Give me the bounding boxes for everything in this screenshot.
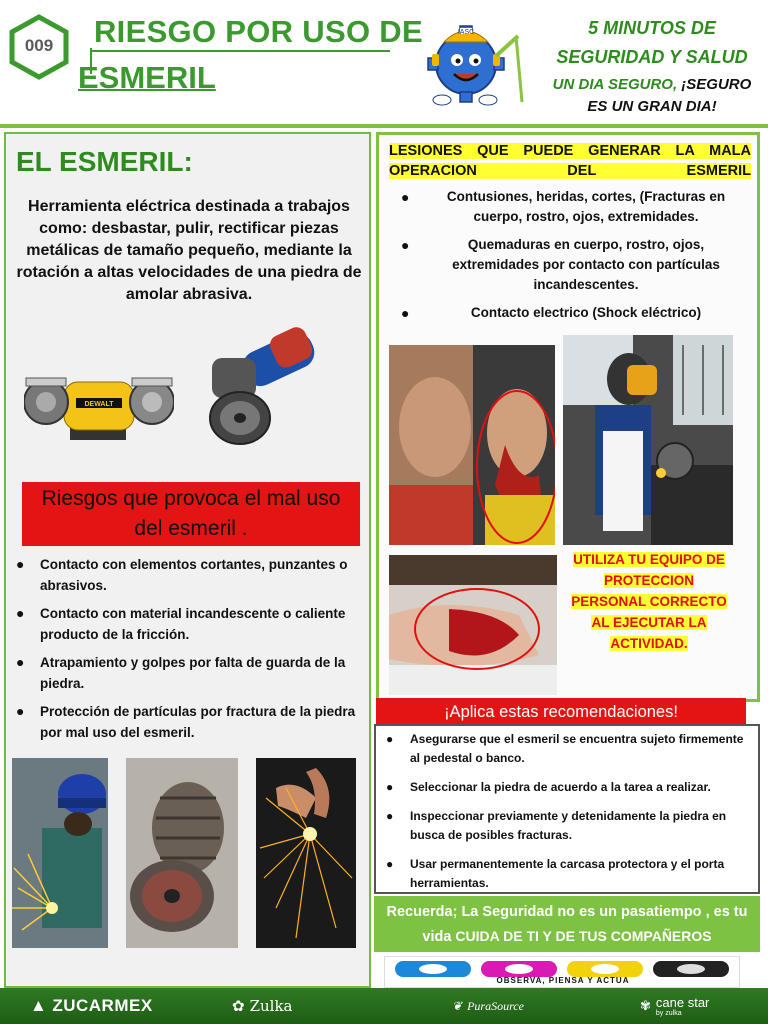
welder-photo xyxy=(12,758,108,948)
zucarmex-logo-icon: ▲ xyxy=(30,996,48,1015)
list-item: ● Contusiones, heridas, cortes, (Fracturas en cuerpo, rostro, ojos, extremidades. xyxy=(399,187,749,227)
list-item: ● Protección de partículas por fractura de la piedra por mal uso del esmeril. xyxy=(14,701,369,743)
motor-photo xyxy=(126,758,238,948)
risks-title: Riesgos que provoca el mal uso del esmeril . xyxy=(22,482,360,546)
grinder-brand: DEWALT xyxy=(84,401,114,408)
injuries-title: LESIONES QUE PUEDE GENERAR LA MALA OPERACION DEL ESMERIL xyxy=(389,143,751,179)
list-item: ● Quemaduras en cuerpo, rostro, ojos, extremidades por contacto con partículas incandescentes. xyxy=(399,235,749,295)
photo-strip xyxy=(12,758,364,948)
list-item: ● Contacto electrico (Shock eléctrico) xyxy=(399,303,749,323)
recommendations-list xyxy=(384,730,754,903)
star-flower-logo-icon: ✾ xyxy=(640,998,651,1013)
list-item: ● Inspeccionar previamente y detenidamente la piedra en busca de posibles fracturas. xyxy=(384,807,754,845)
icons-strip-label: OBSERVA, PIENSA Y ACTUA xyxy=(496,976,630,985)
ppe-icon-strip xyxy=(384,956,740,988)
remember-banner: Recuerda; La Seguridad no es un pasatiempo , es tu vida CUIDA DE TI Y DE TUS COMPAÑEROS xyxy=(374,896,760,952)
mascot-gear-icon xyxy=(418,16,536,108)
leaf-logo-icon: ❦ xyxy=(452,998,463,1013)
brand-canestar: ✾ cane star by zulka xyxy=(640,995,710,1017)
page-title-line1: RIESGO POR USO DE xyxy=(94,14,423,49)
injured-hand-photo xyxy=(389,555,557,695)
recommendations-title: ¡Aplica estas recomendaciones! xyxy=(376,698,746,726)
slogan: UN DIA SEGURO, ¡SEGURO ES UN GRAN DIA! xyxy=(552,76,752,115)
right-panel xyxy=(376,132,760,702)
bench-grinder-icon xyxy=(24,356,174,448)
angle-grinder-icon xyxy=(202,320,322,452)
title-underline xyxy=(90,50,390,52)
sparks-photo xyxy=(256,758,356,948)
list-item: ● Contacto con material incandescente o caliente producto de la fricción. xyxy=(14,603,369,645)
injuries-list xyxy=(399,187,749,331)
number-badge xyxy=(8,14,70,80)
risks-list xyxy=(14,554,369,750)
recommendations-box xyxy=(374,724,760,894)
injured-face-photo xyxy=(389,345,555,545)
brand-zucarmex: ▲ ZUCARMEX xyxy=(30,996,153,1015)
ppe-callout: UTILIZA TU EQUIPO DE PROTECCION PERSONAL CORRECTO AL EJECUTAR LA ACTIVIDAD. xyxy=(571,552,727,651)
badge-number: 009 xyxy=(24,36,54,55)
list-item: ● Seleccionar la piedra de acuerdo a la tarea a realizar. xyxy=(384,778,754,797)
brand-purasource: ❦ PuraSource xyxy=(452,998,524,1013)
flower-logo-icon: ✿ xyxy=(232,997,245,1015)
tool-description: Herramienta eléctrica destinada a trabajos como: desbastar, pulir, rectificar piezas metálicas de tamaño pequeño, mediante la rotación a altas velocidades de una piedra de amolar abrasiva. xyxy=(16,198,362,303)
section-title: EL ESMERIL: xyxy=(16,146,193,177)
left-panel xyxy=(4,132,371,988)
tagline: 5 MINUTOS DE SEGURIDAD Y SALUD xyxy=(556,18,748,67)
header-divider xyxy=(0,124,768,128)
brand-zulka: ✿ Zulka xyxy=(232,997,293,1015)
list-item: ● Usar permanentemente la carcasa protectora y el porta herramientas. xyxy=(384,855,754,893)
list-item: ● Asegurarse que el esmeril se encuentra sujeto firmemente al pedestal o banco. xyxy=(384,730,754,768)
footer xyxy=(0,988,768,1024)
page-title-line2: ESMERIL xyxy=(78,60,216,95)
mascot-label: IASC xyxy=(457,29,475,36)
list-item: ● Contacto con elementos cortantes, punzantes o abrasivos. xyxy=(14,554,369,596)
worker-ppe-photo xyxy=(563,335,733,545)
list-item: ● Atrapamiento y golpes por falta de guarda de la piedra. xyxy=(14,652,369,694)
